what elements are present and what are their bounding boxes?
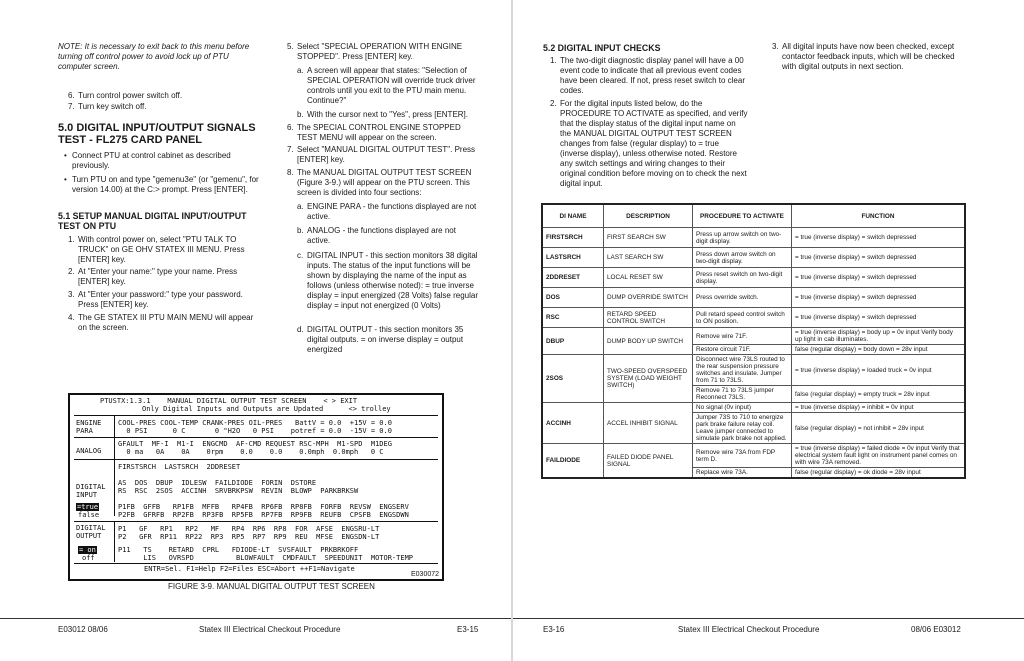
subsection-heading: 5.1 SETUP MANUAL DIGITAL INPUT/OUTPUT TEST ON PTU (58, 211, 247, 231)
function-cell: false (regular display) = body down = 28v input (792, 345, 966, 355)
bullet-item: • Connect PTU at control cabinet as described previously. (72, 151, 264, 171)
footer-rule (0, 618, 511, 619)
list-item (550, 99, 748, 189)
column-header: PROCEDURE TO ACTIVATE (693, 204, 792, 228)
digital-output-row: P11 TS RETARD CPRL FDIODE-LT SVSFAULT PRKBRKOFF (118, 546, 359, 554)
list-item (68, 267, 264, 287)
procedure-cell: Remove wire 73A from FDP term D. (693, 444, 792, 468)
list-text: The MANUAL DIGITAL OUTPUT TEST SCREEN (Figure 3-9.) will appear on the PTU screen. This screen is divided into four sections: (297, 168, 472, 197)
list-number: c. (297, 251, 304, 260)
analog-row: GFAULT MF-I M1-I ENGCMD AF-CMD REQUEST RSC-MPH M1-SPD M1DEG (118, 440, 392, 448)
list-item (287, 123, 481, 143)
list-item (68, 290, 264, 310)
footer-doc-id: 08/06 E03012 (911, 625, 961, 634)
table-row (542, 248, 965, 268)
footer-title: Statex III Electrical Checkout Procedure (199, 625, 341, 634)
list-item (287, 168, 481, 198)
table-header-row (542, 204, 965, 228)
table-row (542, 403, 965, 413)
list-number: 6. (287, 123, 294, 132)
procedure-cell: Press reset switch on two-digit display. (693, 268, 792, 288)
list-text: DIGITAL OUTPUT - this section monitors 35 digital outputs. = on inverse display = output energized (307, 325, 464, 354)
list-number: 2. (68, 267, 75, 276)
description-cell: FAILED DIODE PANEL SIGNAL (604, 444, 693, 479)
function-cell: = true (inverse display) = switch depressed (792, 308, 966, 328)
procedure-cell: Remove wire 71F. (693, 328, 792, 345)
list-number: a. (297, 66, 304, 75)
function-cell: false (regular display) = not inhibit = 28v input (792, 413, 966, 444)
list-number: 5. (287, 42, 294, 51)
list-number: 3. (68, 290, 75, 299)
di-name-cell: FIRSTSRCH (542, 228, 604, 248)
table-row (542, 444, 965, 468)
list-text: With control power on, select "PTU TALK TO TRUCK" on GE OHV STATEX III MENU. Press [ENTER] key. (78, 235, 245, 264)
table-row (542, 308, 965, 328)
di-name-cell: 2SOS (542, 355, 604, 403)
list-text: Turn key switch off. (78, 102, 147, 111)
list-text: At "Enter your name:" type your name. Press [ENTER] key. (78, 267, 238, 286)
list-number: 4. (68, 313, 75, 322)
true-legend (76, 503, 99, 511)
list-text: Turn control power switch off. (78, 91, 183, 100)
engine-row: COOL-PRES COOL-TEMP CRANK-PRES OIL-PRES BattV = 0.0 +15V = 0.0 (118, 419, 392, 427)
list-text: The GE STATEX III PTU MAIN MENU will appear on the screen. (78, 313, 254, 332)
procedure-cell: Remove 71 to 73LS jumper Reconnect 73LS. (693, 386, 792, 403)
digital-input-row: P2FB GFRFB RP2FB RP3FB RP5FB RP7FB RP9FB REUFB CPSFB ENGSDWN (118, 511, 409, 519)
list-text: With the cursor next to "Yes", press [ENTER]. (307, 110, 468, 119)
list-number: b. (297, 110, 304, 119)
digital-output-row: P1 GF RP1 RP2 MF RP4 RP6 RP8 FOR AFSE ENGSRU-LT (118, 525, 380, 533)
function-cell: = true (inverse display) = switch depressed (792, 288, 966, 308)
description-cell: FIRST SEARCH SW (604, 228, 693, 248)
list-number: 1. (550, 56, 557, 65)
analog-row: 0 ma 0A 0A 0rpm 0.0 0.0 0.0mph 0.0mph 0 C (118, 448, 384, 456)
function-cell: = true (inverse display) = inhibit = 0v input (792, 403, 966, 413)
screen-footer: ENTR=Sel. F1=Help F2=Files ESC=Abort ++F1=Navigate (144, 565, 355, 573)
description-cell: TWO-SPEED OVERSPEED SYSTEM (LOAD WEIGHT SWITCH) (604, 355, 693, 403)
di-name-cell: FAILDIODE (542, 444, 604, 479)
off-legend: off (82, 554, 95, 562)
list-text: DIGITAL INPUT - this section monitors 38 digital inputs. The status of the input functions will be shown by displaying the name of the input as follows (unless otherwise noted): = true inverse display = input energized (28 Volts) false regular display = input not energized (0 Volts) (307, 251, 478, 310)
di-name-cell: LASTSRCH (542, 248, 604, 268)
di-name-cell: 2DDRESET (542, 268, 604, 288)
digital-output-row: P2 GFR RP11 RP22 RP3 RP5 RP7 RP9 REU MFSE ENGSDN-LT (118, 533, 380, 541)
footer-page-number: E3-16 (543, 625, 565, 634)
table-row (542, 228, 965, 248)
column-header: FUNCTION (792, 204, 966, 228)
list-item (287, 145, 481, 165)
function-cell: = true (inverse display) = failed diode = 0v input Verify that electrical system fault light on instrument panel comes on with wire 73A removed. (792, 444, 966, 468)
list-number: 6. (68, 91, 75, 100)
list-number: a. (297, 202, 304, 211)
digital-output-label: DIGITAL OUTPUT (76, 524, 106, 540)
di-name-cell: ACCINH (542, 403, 604, 444)
procedure-cell: No signal (0v input) (693, 403, 792, 413)
description-cell: DUMP OVERRIDE SWITCH (604, 288, 693, 308)
description-cell: LAST SEARCH SW (604, 248, 693, 268)
procedure-cell: Jumper 73S to 710 to energize park brake failure relay coil. Leave jumper connected to simulate park brake not applied. (693, 413, 792, 444)
footer-doc-id: E03012 08/06 (58, 625, 108, 634)
procedure-cell: Restore circuit 71F. (693, 345, 792, 355)
list-item (297, 202, 481, 222)
di-name-cell: DOS (542, 288, 604, 308)
digital-input-row: FIRSTSRCH LASTSRCH 2DDRESET (118, 463, 241, 471)
function-cell: false (regular display) = empty truck = 28v input (792, 386, 966, 403)
list-text: Select "MANUAL DIGITAL OUTPUT TEST". Press [ENTER] key. (297, 145, 476, 164)
digital-input-label: DIGITAL INPUT (76, 483, 106, 499)
list-number: b. (297, 226, 304, 235)
list-text: ANALOG - the functions displayed are not active. (307, 226, 456, 245)
procedure-cell: Replace wire 73A. (693, 468, 792, 479)
description-cell: RETARD SPEED CONTROL SWITCH (604, 308, 693, 328)
false-legend: false (78, 511, 100, 519)
list-item (68, 91, 268, 101)
list-text: The SPECIAL CONTROL ENGINE STOPPED TEST MENU will appear on the screen. (297, 123, 461, 142)
figure-caption: FIGURE 3-9. MANUAL DIGITAL OUTPUT TEST SCREEN (168, 582, 375, 591)
list-item (550, 56, 748, 96)
table-row (542, 268, 965, 288)
column-header: DESCRIPTION (604, 204, 693, 228)
list-item (297, 110, 481, 120)
list-number: 2. (550, 99, 557, 108)
list-item (297, 226, 481, 246)
list-number: 7. (287, 145, 294, 154)
function-cell: = true (inverse display) = body up = 0v input Verify body up light in cab illuminates. (792, 328, 966, 345)
footer-page-number: E3-15 (457, 625, 479, 634)
list-item (772, 42, 970, 72)
list-item (287, 42, 481, 62)
on-legend (78, 546, 97, 554)
table-row (542, 288, 965, 308)
true-legend-inverse: =true (77, 503, 99, 511)
description-cell: ACCEL INHIBIT SIGNAL (604, 403, 693, 444)
digital-input-row: RS RSC 2SOS ACCINH SRVBRKPSW REVIN BLOWP PARKBRKSW (118, 487, 359, 495)
list-text: ENGINE PARA - the functions displayed are not active. (307, 202, 477, 221)
procedure-cell: Disconnect wire 73LS routed to the rear suspension pressure switches and insulate. Jumper from 71 to 73LS. (693, 355, 792, 386)
list-number: 7. (68, 102, 75, 111)
footer-title: Statex III Electrical Checkout Procedure (678, 625, 820, 634)
function-cell: = true (inverse display) = switch depressed (792, 268, 966, 288)
digital-input-row: P1FB GFFB RP1FB MFFB RP4FB RP6FB RP8FB FORFB REVSW ENGSERV (118, 503, 409, 511)
engine-para-label: ENGINE PARA (76, 419, 102, 435)
description-cell: LOCAL RESET SW (604, 268, 693, 288)
list-text: A screen will appear that states: "Selection of SPECIAL OPERATION will override truck driver controls until you exit to the PTU main menu. Continue?" (307, 66, 476, 105)
note-text: NOTE: It is necessary to exit back to this menu before turning off control power to avoid lock up of PTU computer screen. (58, 42, 250, 71)
figure-code: E030072 (411, 571, 440, 578)
list-text: The two-digit diagnostic display panel will have a 00 event code to indicate that all previous event codes have been cleared. If not, press reset switch to clear codes. (560, 56, 745, 95)
list-number: 3. (772, 42, 779, 51)
list-text: Select "SPECIAL OPERATION WITH ENGINE STOPPED". Press [ENTER] key. (297, 42, 463, 61)
section-heading: 5.0 DIGITAL INPUT/OUTPUT SIGNALS TEST - FL275 CARD PANEL (58, 122, 256, 146)
function-cell: = true (inverse display) = loaded truck = 0v input (792, 355, 966, 386)
list-item (297, 251, 481, 311)
table-row (542, 355, 965, 386)
footer-rule (513, 618, 1024, 619)
section-heading: 5.2 DIGITAL INPUT CHECKS (543, 43, 661, 53)
digital-input-table (541, 203, 966, 479)
list-number: d. (297, 325, 304, 334)
procedure-cell: Press down arrow switch on two-digit display. (693, 248, 792, 268)
procedure-cell: Pull retard speed control switch to ON position. (693, 308, 792, 328)
description-cell: DUMP BODY UP SWITCH (604, 328, 693, 355)
di-name-cell: RSC (542, 308, 604, 328)
list-text: All digital inputs have now been checked, except contactor feedback inputs, which will be checked with digital outputs in next section. (782, 42, 955, 71)
list-item (68, 313, 264, 333)
left-page (0, 0, 511, 661)
column-header: DI NAME (542, 204, 604, 228)
screen-header: PTUSTX:1.3.1 MANUAL DIGITAL OUTPUT TEST SCREEN < > EXIT (100, 397, 358, 405)
procedure-cell: Press override switch. (693, 288, 792, 308)
list-item (297, 66, 481, 106)
list-number: 8. (287, 168, 294, 177)
digital-output-row: LIS OVRSPD BLOWFAULT CMDFAULT SPEEDUNIT MOTOR-TEMP (118, 554, 414, 562)
engine-row: 0 PSI 0 C 0 "H2O 0 PSI potref = 0.0 -15V = 0.0 (118, 427, 392, 435)
digital-input-row: AS DOS DBUP IDLESW FAILDIODE FORIN DSTORE (118, 479, 317, 487)
list-number: 1. (68, 235, 75, 244)
function-cell: = true (inverse display) = switch depressed (792, 228, 966, 248)
list-text: At "Enter your password:" type your password. Press [ENTER] key. (78, 290, 243, 309)
list-item (297, 325, 481, 355)
function-cell: false (regular display) = ok diode = 28v input (792, 468, 966, 479)
procedure-cell: Press up arrow switch on two-digit display. (693, 228, 792, 248)
list-item (68, 235, 264, 265)
di-name-cell: DBUP (542, 328, 604, 355)
table-row (542, 328, 965, 345)
bullet-item: • Turn PTU on and type "gemenu3e" (or "gemenu", for version 14.00) at the C:> prompt. Press [ENTER]. (72, 175, 264, 195)
ptu-terminal-screen (68, 393, 444, 581)
function-cell: = true (inverse display) = switch depressed (792, 248, 966, 268)
list-item (68, 102, 268, 112)
list-text: For the digital inputs listed below, do the PROCEDURE TO ACTIVATE as specified, and verify that the display status of the digital input name on the MANUAL DIGITAL OUTPUT TEST SCREEN changes from false (regular display) to = true (inverse display), unless otherwise noted. Restore any switch settings and wiring changes to their original condition before moving on to check the next digital input. (560, 99, 748, 188)
screen-subheader: Only Digital Inputs and Outputs are Updated <> trolley (142, 405, 391, 413)
on-legend-inverse: = on (79, 546, 96, 554)
analog-label: ANALOG (76, 447, 102, 455)
